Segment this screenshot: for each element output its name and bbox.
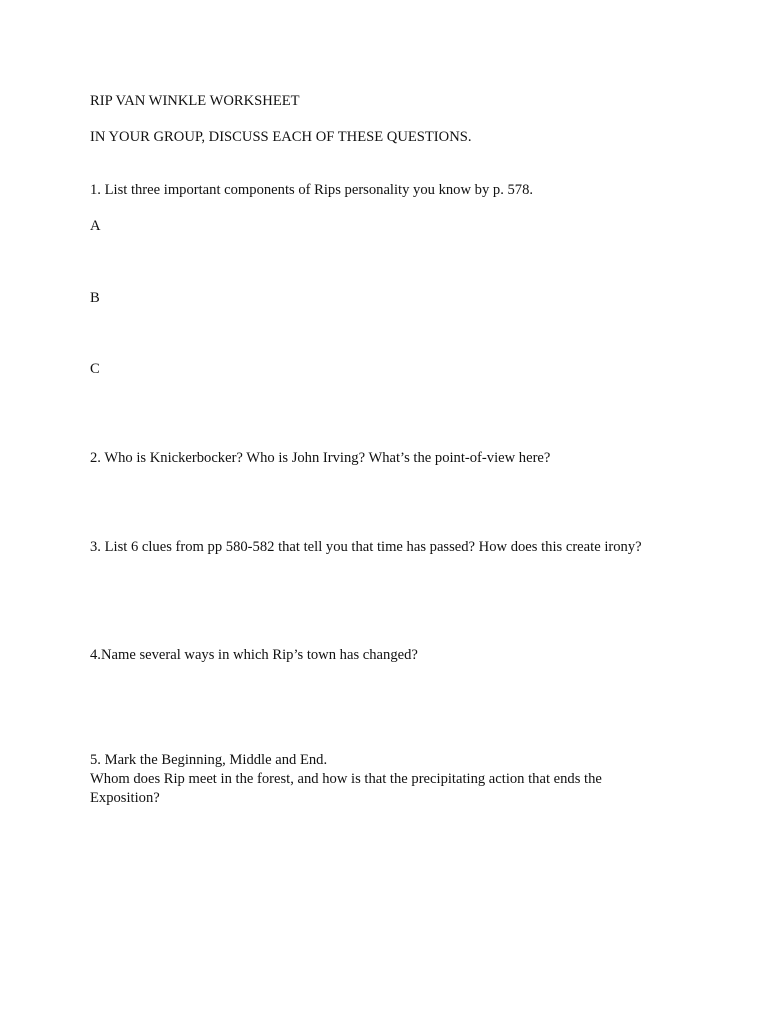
question-1: 1. List three important components of Rips personality you know by p. 578. <box>90 182 534 198</box>
group-instructions: IN YOUR GROUP, DISCUSS EACH OF THESE QUESTIONS. <box>90 129 472 145</box>
worksheet-title: RIP VAN WINKLE WORKSHEET <box>90 93 300 109</box>
question-2: 2. Who is Knickerbocker? Who is John Irving? What’s the point-of-view here? <box>90 450 551 466</box>
question-4: 4.Name several ways in which Rip’s town has changed? <box>90 647 418 663</box>
answer-label-c: C <box>90 361 100 377</box>
answer-label-a: A <box>90 218 101 234</box>
question-5-heading: 5. Mark the Beginning, Middle and End. <box>90 752 328 768</box>
question-3: 3. List 6 clues from pp 580-582 that tell you that time has passed? How does this create irony? <box>90 539 642 555</box>
question-5-body: Whom does Rip meet in the forest, and how is that the precipitating action that ends the Exposition? <box>90 771 602 806</box>
answer-label-b: B <box>90 290 100 306</box>
